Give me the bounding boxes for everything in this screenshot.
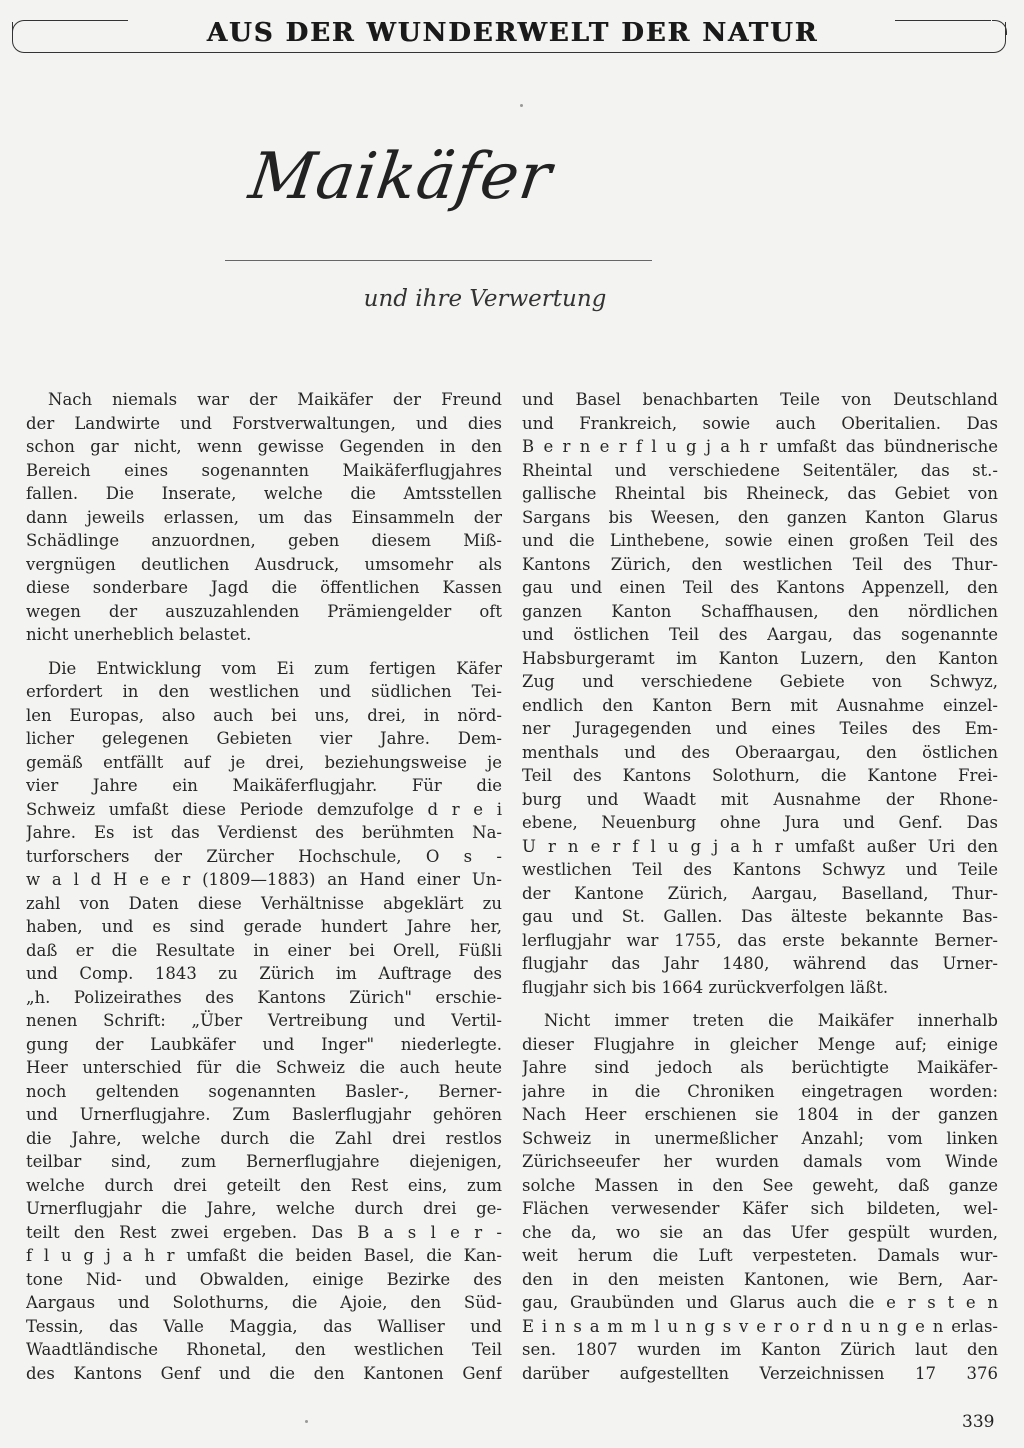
header-rule-left (24, 20, 128, 21)
text-line: menthals und des Oberaargau, den östlichen (522, 742, 998, 762)
text-line: ganzen Kanton Schaffhausen, den nördlichen (522, 601, 998, 621)
text-line: schon gar nicht, wenn gewisse Gegenden in den (26, 437, 502, 456)
text-line: daß er die Resultate in einer bei Orell, Füßli (26, 940, 502, 960)
text-line: flugjahr das Jahr 1480, während das Urner- (522, 954, 998, 973)
section-title: AUS DER WUNDERWELT DER NATUR (140, 18, 885, 48)
paragraph-gap (522, 999, 998, 1009)
text-line: westlichen Teil des Kantons Schwyz und Teile (522, 860, 998, 879)
article-title: Maikäfer (244, 140, 557, 214)
paragraph (26, 388, 502, 647)
article-subtitle: und ihre Verwertung (363, 286, 607, 312)
text-line: Sargans bis Weesen, den ganzen Kanton Glarus (522, 507, 998, 527)
text-line: Waadtländische Rhonetal, den westlichen Teil (26, 1340, 502, 1359)
text-line: jahre in die Chroniken eingetragen worden: (522, 1081, 998, 1101)
text-line: solche Massen in den See geweht, daß ganze (522, 1175, 998, 1195)
print-speck (305, 1420, 308, 1423)
text-line: Nach Heer erschienen sie 1804 in der ganzen (522, 1105, 998, 1124)
text-line: Die Entwicklung vom Ei zum fertigen Käfer (48, 658, 502, 678)
text-line: „h. Polizeirathes des Kantons Zürich" erschie- (26, 987, 502, 1007)
text-line: burg und Waadt mit Ausnahme der Rhone- (522, 789, 998, 809)
text-line: und Basel benachbarten Teile von Deutschland (522, 390, 998, 409)
text-line: gau und St. Gallen. Das älteste bekannte Bas- (522, 907, 998, 926)
text-line: teilbar sind, zum Bernerflugjahre diejenigen, (26, 1152, 502, 1171)
title-divider (225, 260, 652, 261)
text-line: Jahre. Es ist das Verdienst des berühmten Na- (26, 823, 502, 842)
print-speck (520, 104, 523, 107)
text-line: len Europas, also auch bei uns, drei, in nörd- (26, 705, 502, 725)
text-line: der Landwirte und Forstverwaltungen, und dies (26, 413, 502, 433)
text-line: Schweiz in unermeßlicher Anzahl; vom linken (522, 1128, 998, 1148)
text-line: Rheintal und verschiedene Seitentäler, das st.- (522, 460, 998, 480)
paragraph (522, 1009, 998, 1385)
text-line: Bereich eines sogenannten Maikäferflugjahres (26, 460, 502, 480)
paragraph-gap (26, 647, 502, 657)
text-line: gau, Graubünden und Glarus auch die e r s t e n (522, 1293, 998, 1312)
text-line: Kantons Zürich, den westlichen Teil des Thur- (522, 554, 998, 574)
text-line: tone Nid- und Obwalden, einige Bezirke des (26, 1269, 502, 1289)
text-line: vier Jahre ein Maikäferflugjahr. Für die (26, 776, 502, 795)
text-line: Nicht immer treten die Maikäfer innerhalb (544, 1011, 998, 1030)
text-line: gau und einen Teil des Kantons Appenzell, den (522, 578, 998, 597)
paragraph (522, 388, 998, 999)
text-line: gung der Laubkäfer und Inger" niederlegte. (26, 1034, 502, 1054)
header-rule-right (895, 20, 991, 21)
left-column (26, 388, 502, 1385)
text-line: U r n e r f l u g j a h r umfaßt außer Uri den (522, 836, 998, 856)
text-line: welche durch drei geteilt den Rest eins, zum (26, 1175, 502, 1195)
text-line: sen. 1807 wurden im Kanton Zürich laut den (522, 1340, 998, 1359)
text-line: Nach niemals war der Maikäfer der Freund (48, 390, 502, 409)
text-line: diese sonderbare Jagd die öffentlichen Kassen (26, 578, 502, 597)
text-line: wegen der auszuzahlenden Prämiengelder oft (26, 601, 502, 621)
text-line: des Kantons Genf und die den Kantonen Genf (26, 1363, 502, 1383)
text-line: fallen. Die Inserate, welche die Amtsstellen (26, 484, 502, 503)
text-line: erfordert in den westlichen und südlichen Tei- (26, 682, 502, 701)
text-line: dann jeweils erlassen, um das Einsammeln der (26, 507, 502, 527)
text-line: und östlichen Teil des Aargau, das sogenannte (522, 625, 998, 644)
right-column (522, 388, 998, 1385)
text-line: weit herum die Luft verpesteten. Damals wur- (522, 1246, 998, 1265)
text-line: zahl von Daten diese Verhältnisse abgeklärt zu (26, 893, 502, 913)
page-number: 339 (962, 1412, 995, 1432)
text-line: Tessin, das Valle Maggia, das Walliser und (26, 1316, 502, 1336)
text-line: und Urnerflugjahre. Zum Baslerflugjahr gehören (26, 1105, 502, 1124)
text-line: der Kantone Zürich, Aargau, Baselland, Thur- (522, 883, 998, 903)
text-line: w a l d H e e r (1809—1883) an Hand einer Un- (26, 870, 502, 889)
text-line: licher gelegenen Gebieten vier Jahre. Dem- (26, 729, 502, 748)
text-line: E i n s a m m l u n g s v e r o r d n u n g e n erlas- (522, 1316, 998, 1336)
text-line: Heer unterschied für die Schweiz die auch heute (26, 1058, 502, 1077)
text-line: vergnügen deutlichen Ausdruck, umsomehr als (26, 554, 502, 574)
text-line: Schädlinge anzuordnen, geben diesem Miß- (26, 531, 502, 550)
text-line: Urnerflugjahr die Jahre, welche durch drei ge- (26, 1199, 502, 1218)
text-line: haben, und es sind gerade hundert Jahre her, (26, 917, 502, 936)
text-line: dieser Flugjahre in gleicher Menge auf; einige (522, 1034, 998, 1054)
text-line: Flächen verwesender Käfer sich bildeten, wel- (522, 1199, 998, 1218)
text-line: flugjahr sich bis 1664 zurückverfolgen läßt. (522, 977, 889, 997)
text-line: endlich den Kanton Bern mit Ausnahme einzel- (522, 695, 998, 715)
text-line: Zürichseeufer her wurden damals vom Winde (522, 1152, 998, 1171)
text-line: lerflugjahr war 1755, das erste bekannte Berner- (522, 930, 998, 950)
text-line: ner Juragegenden und eines Teiles des Em- (522, 719, 998, 738)
text-line: Jahre sind jedoch als berüchtigte Maikäfer- (522, 1058, 998, 1077)
text-line: gallische Rheintal bis Rheineck, das Gebiet von (522, 484, 998, 503)
text-line: Zug und verschiedene Gebiete von Schwyz, (522, 672, 998, 691)
text-line: und Comp. 1843 zu Zürich im Auftrage des (26, 964, 502, 983)
text-line: darüber aufgestellten Verzeichnissen 17 376 (522, 1363, 998, 1383)
text-line: Teil des Kantons Solothurn, die Kantone Frei- (522, 766, 998, 785)
text-line: f l u g j a h r umfaßt die beiden Basel, die Kan- (26, 1246, 502, 1265)
text-line: noch geltenden sogenannten Basler-, Berner- (26, 1081, 502, 1101)
text-line: ebene, Neuenburg ohne Jura und Genf. Das (522, 813, 998, 832)
text-line: che da, wo sie an das Ufer gespült wurden, (522, 1222, 998, 1242)
text-line: B e r n e r f l u g j a h r umfaßt das bündnerische (522, 437, 998, 456)
text-line: nenen Schrift: „Über Vertreibung und Vertil- (26, 1011, 502, 1030)
text-line: Habsburgeramt im Kanton Luzern, den Kanton (522, 648, 998, 668)
text-line: Schweiz umfaßt diese Periode demzufolge d r e i (26, 799, 502, 819)
text-line: nicht unerheblich belastet. (26, 625, 252, 644)
text-line: teilt den Rest zwei ergeben. Das B a s l e r - (26, 1222, 502, 1242)
text-line: den in den meisten Kantonen, wie Bern, Aar- (522, 1269, 998, 1289)
paragraph (26, 657, 502, 1386)
text-line: turforschers der Zürcher Hochschule, O s - (26, 846, 502, 866)
text-line: Aargaus und Solothurns, die Ajoie, den Süd- (26, 1293, 502, 1312)
text-line: gemäß entfällt auf je drei, beziehungsweise je (26, 752, 502, 772)
text-line: die Jahre, welche durch die Zahl drei restlos (26, 1128, 502, 1148)
text-line: und Frankreich, sowie auch Oberitalien. Das (522, 413, 998, 433)
text-line: und die Linthebene, sowie einen großen Teil des (522, 531, 998, 550)
